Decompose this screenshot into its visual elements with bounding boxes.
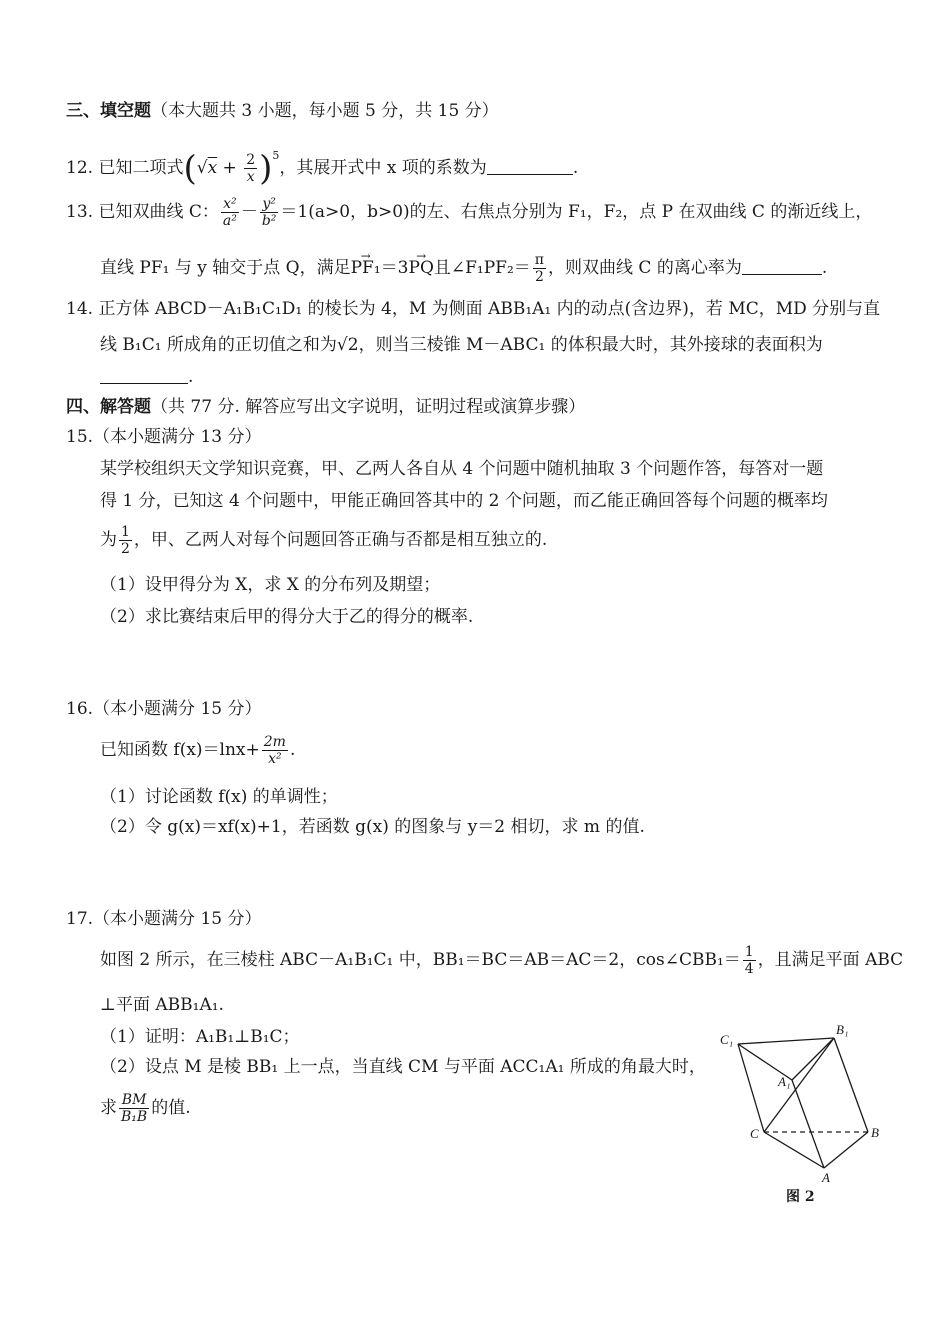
right-paren: ) bbox=[259, 148, 273, 189]
section-3-note: （本大题共 3 小题，每小题 5 分，共 15 分） bbox=[151, 101, 499, 121]
question-12: 12. 已知二项式(√x + $\frac{2}{x}$ )$^5$，其展开式中 x 项的系数为 . bbox=[66, 148, 579, 189]
fraction-pi-over-2: $\frac{\pi}{2}$ bbox=[534, 252, 544, 285]
edge-c1-c bbox=[738, 1044, 764, 1132]
question-14-line-3: . bbox=[100, 366, 193, 388]
left-paren: ( bbox=[183, 148, 197, 189]
question-16-number: 16. bbox=[66, 699, 94, 719]
question-17-p1: 如图 2 所示，在三棱柱 ABC－A₁B₁C₁ 中，BB₁＝BC＝AB＝AC＝2，cos∠CBB₁＝ $\frac{1}{4}$ ，且满足平面 ABC bbox=[100, 944, 904, 977]
prism-figure bbox=[712, 1020, 912, 1205]
question-12-text: 已知二项式 bbox=[98, 158, 184, 178]
fraction-bm-over-b1b: $\frac{BM}{\text{B₁B}}$ bbox=[121, 1092, 148, 1125]
section-4-note: （共 77 分. 解答应写出文字说明，证明过程或演算步骤） bbox=[151, 397, 586, 417]
answer-blank-12[interactable] bbox=[487, 158, 573, 175]
figure-caption: 图 2 bbox=[786, 1189, 815, 1205]
question-12-number: 12. bbox=[66, 158, 94, 178]
vector-pf1: → PF₁ bbox=[351, 248, 381, 288]
edge-a1-a bbox=[792, 1080, 824, 1168]
label-c: C bbox=[750, 1126, 759, 1141]
section-3-label: 三、填空题 bbox=[66, 101, 151, 121]
question-16-part-2: （2）令 g(x)＝xf(x)+1，若函数 g(x) 的图象与 y＝2 相切，求 m 的值. bbox=[100, 817, 645, 837]
question-13-number: 13. bbox=[66, 202, 94, 222]
question-15-number: 15. bbox=[66, 427, 94, 447]
edge-c-b1 bbox=[764, 1038, 834, 1132]
question-14-line-1: 14. 正方体 ABCD－A₁B₁C₁D₁ 的棱长为 4，M 为侧面 ABB₁A₁ 内的动点(含边界)，若 MC，MD 分别与直 bbox=[66, 299, 881, 319]
edge-b1-b bbox=[834, 1038, 868, 1132]
question-17-number: 17. bbox=[66, 909, 94, 929]
question-17-ask: 求 $\frac{BM}{\text{B₁B}}$ 的值. bbox=[100, 1092, 191, 1125]
answer-blank-13[interactable] bbox=[742, 258, 822, 275]
question-17-header: 17.（本小题满分 15 分） bbox=[66, 909, 262, 929]
fraction-2m-over-x2: $\frac{2m}{\text{x²}}$ bbox=[263, 734, 286, 767]
vector-pq: → PQ bbox=[409, 248, 434, 288]
question-12-tail: ，其展开式中 x 项的系数为 bbox=[279, 158, 487, 178]
fraction-one-half: $\frac{1}{2}$ bbox=[121, 524, 130, 557]
question-17-part-1: （1）证明：A₁B₁⊥B₁C； bbox=[100, 1027, 300, 1047]
sqrt-x: √x bbox=[196, 158, 218, 178]
section-3-heading bbox=[66, 100, 499, 122]
question-16-given: 已知函数 f(x)＝lnx+ $\frac{2m}{\text{x²}}$ . bbox=[100, 734, 296, 767]
question-14-number: 14. bbox=[66, 299, 94, 319]
question-17-part-2: （2）设点 M 是棱 BB₁ 上一点，当直线 CM 与平面 ACC₁A₁ 所成的角最大时， bbox=[100, 1057, 706, 1077]
question-13-line-1: 13. 已知双曲线 C： $\frac{\text{x²}}{\text{a²}}$ － $\frac{\text{y²}}{\text{b²}}$ ＝1(a>0，b>0)的左、右焦点分别为 F₁，F₂，点 P 在双曲线 C 的渐近线上， bbox=[66, 196, 873, 229]
fraction-one-quarter: $\frac{1}{4}$ bbox=[744, 944, 754, 977]
label-a1: A₁ bbox=[778, 1074, 791, 1089]
edge-c-a bbox=[764, 1132, 824, 1168]
answer-blank-14[interactable] bbox=[100, 367, 188, 384]
label-b: B bbox=[871, 1125, 879, 1140]
question-16-header: 16.（本小题满分 15 分） bbox=[66, 699, 262, 719]
edge-a-b bbox=[824, 1132, 868, 1168]
question-15-part-2: （2）求比赛结束后甲的得分大于乙的得分的概率. bbox=[100, 607, 474, 627]
edge-a1-b1 bbox=[792, 1038, 834, 1080]
question-15-part-1: （1）设甲得分为 X，求 X 的分布列及期望； bbox=[100, 575, 441, 595]
question-14-line-2: 线 B₁C₁ 所成角的正切值之和为√2，则当三棱锥 M－ABC₁ 的体积最大时，其外接球的表面积为 bbox=[100, 335, 823, 355]
question-15-p1: 某学校组织天文学知识竞赛，甲、乙两人各自从 4 个问题中随机抽取 3 个问题作答，每答对一题 bbox=[100, 459, 824, 479]
question-16-part-1: （1）讨论函数 f(x) 的单调性； bbox=[100, 787, 338, 807]
question-15-p2: 得 1 分，已知这 4 个问题中，甲能正确回答其中的 2 个问题，而乙能正确回答每个问题的概率均 bbox=[100, 491, 828, 511]
question-13-line-2: 直线 PF₁ 与 y 轴交于点 Q，满足→ PF₁＝3→ PQ且∠F₁PF₂＝ $\frac{\pi}{2}$ ，则双曲线 C 的离心率为 . bbox=[100, 248, 827, 288]
exponent: 5 bbox=[272, 149, 280, 162]
question-17-p2: ⊥平面 ABB₁A₁. bbox=[100, 995, 224, 1015]
section-4-label: 四、解答题 bbox=[66, 397, 151, 417]
fraction-x2-a2: $\frac{\text{x²}}{\text{a²}}$ bbox=[222, 196, 237, 229]
section-4-heading bbox=[66, 396, 585, 418]
edge-c1-b1 bbox=[738, 1038, 834, 1044]
fraction-2-over-x: $\frac{2}{x}$ bbox=[246, 152, 256, 185]
label-b1: B₁ bbox=[836, 1022, 849, 1037]
question-15-p3: 为 $\frac{1}{2}$ ，甲、乙两人对每个问题回答正确与否都是相互独立的. bbox=[100, 524, 548, 557]
label-c1: C₁ bbox=[720, 1032, 734, 1047]
fraction-y2-b2: $\frac{\text{y²}}{\text{b²}}$ bbox=[261, 196, 277, 229]
question-15-header: 15.（本小题满分 13 分） bbox=[66, 427, 262, 447]
label-a: A bbox=[822, 1170, 830, 1185]
